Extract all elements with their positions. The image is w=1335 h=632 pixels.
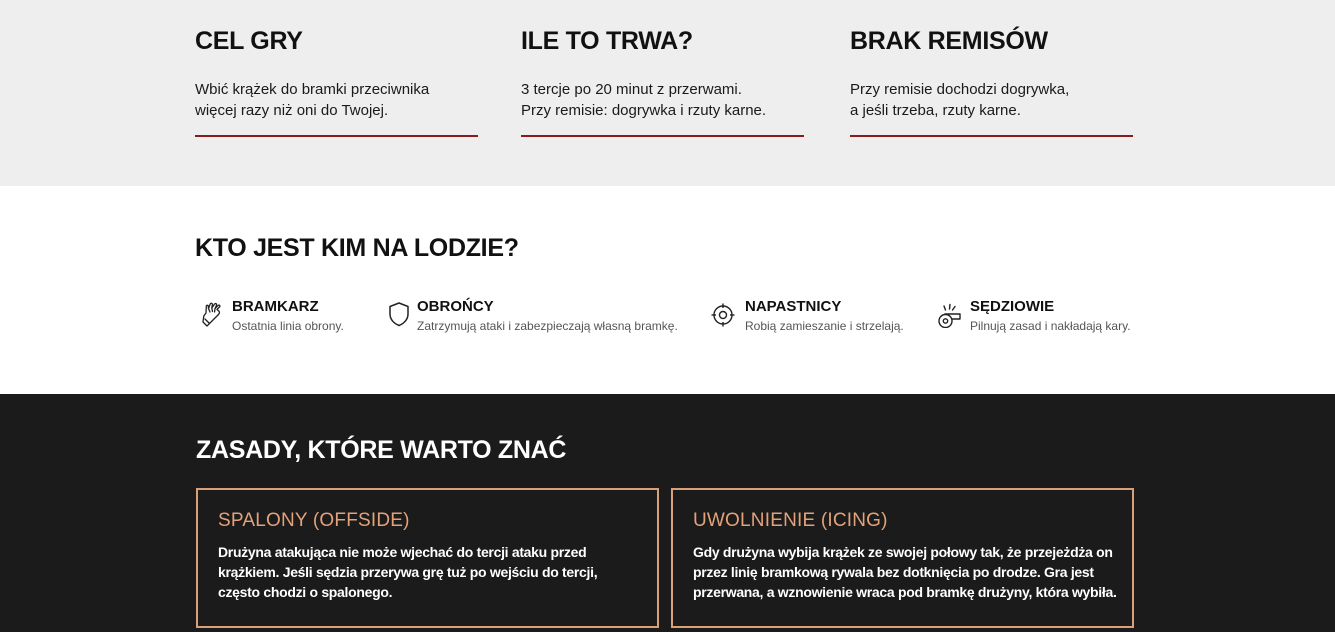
role-referees xyxy=(936,296,1136,336)
info-card-line: 3 tercje po 20 minut z przerwami. xyxy=(521,81,742,98)
rules-section-title: ZASADY, KTÓRE WARTO ZNAĆ xyxy=(196,436,567,464)
role-description: Ostatnia linia obrony. xyxy=(232,319,344,333)
roles-section xyxy=(0,186,1335,394)
rule-card-line: Gdy drużyna wybija krążek ze swojej połowy tak, że przejeżdża on xyxy=(693,544,1113,560)
rule-card-line: często chodzi o spalonego. xyxy=(218,584,393,600)
info-card-title: BRAK REMISÓW xyxy=(850,27,1048,55)
info-card-line: Przy remisie: dogrywka i rzuty karne. xyxy=(521,102,767,119)
role-description: Pilnują zasad i nakładają kary. xyxy=(970,319,1131,333)
roles-section-title: KTO JEST KIM NA LODZIE? xyxy=(195,234,519,262)
role-name: BRAMKARZ xyxy=(232,298,319,315)
rule-card-line: przerwana, a wznowienie wraca pod bramkę drużyny, która wybiła. xyxy=(693,584,1117,600)
info-card-duration xyxy=(521,26,804,123)
info-card-divider xyxy=(195,135,478,137)
rule-card-line: krążkiem. Jeśli sędzia przerywa grę tuż po wejściu do tercji, xyxy=(218,564,598,580)
info-card-text xyxy=(195,79,478,123)
info-card-text xyxy=(521,79,804,123)
info-card-title: CEL GRY xyxy=(195,27,303,55)
rule-card-text xyxy=(693,542,1117,602)
role-name: NAPASTNICY xyxy=(745,298,842,315)
role-description: Zatrzymują ataki i zabezpieczają własną bramkę. xyxy=(417,319,678,333)
glove-icon xyxy=(199,300,227,328)
info-card-line: więcej razy niż oni do Twojej. xyxy=(195,102,389,119)
crosshair-icon xyxy=(710,300,738,328)
info-card-goal xyxy=(195,26,478,123)
role-name: OBROŃCY xyxy=(417,298,494,315)
info-card-text xyxy=(850,79,1133,123)
info-card-no-draws xyxy=(850,26,1133,123)
info-card-line: Wbić krążek do bramki przeciwnika xyxy=(195,81,430,98)
info-card-divider xyxy=(521,135,804,137)
rule-card-line: Drużyna atakująca nie może wjechać do tercji ataku przed xyxy=(218,544,587,560)
rules-section xyxy=(0,394,1335,632)
info-card-line: Przy remisie dochodzi dogrywka, xyxy=(850,81,1070,98)
role-description: Robią zamieszanie i strzelają. xyxy=(745,319,904,333)
role-goalkeeper xyxy=(199,296,379,336)
rule-card-offside xyxy=(196,488,659,628)
role-forwards xyxy=(710,296,910,336)
role-defenders xyxy=(386,296,686,336)
whistle-icon xyxy=(936,300,964,328)
rule-card-text xyxy=(218,542,597,602)
rule-card-icing xyxy=(671,488,1134,628)
info-card-line: a jeśli trzeba, rzuty karne. xyxy=(850,102,1021,119)
rule-card-line: przez linię bramkową rywala bez dotknięcia po drodze. Gra jest xyxy=(693,564,1094,580)
info-card-divider xyxy=(850,135,1133,137)
rule-card-title: UWOLNIENIE (ICING) xyxy=(693,510,888,531)
game-basics-section xyxy=(0,0,1335,186)
info-card-title: ILE TO TRWA? xyxy=(521,27,693,55)
shield-icon xyxy=(386,300,414,328)
role-name: SĘDZIOWIE xyxy=(970,298,1055,315)
rule-card-title: SPALONY (OFFSIDE) xyxy=(218,510,410,531)
